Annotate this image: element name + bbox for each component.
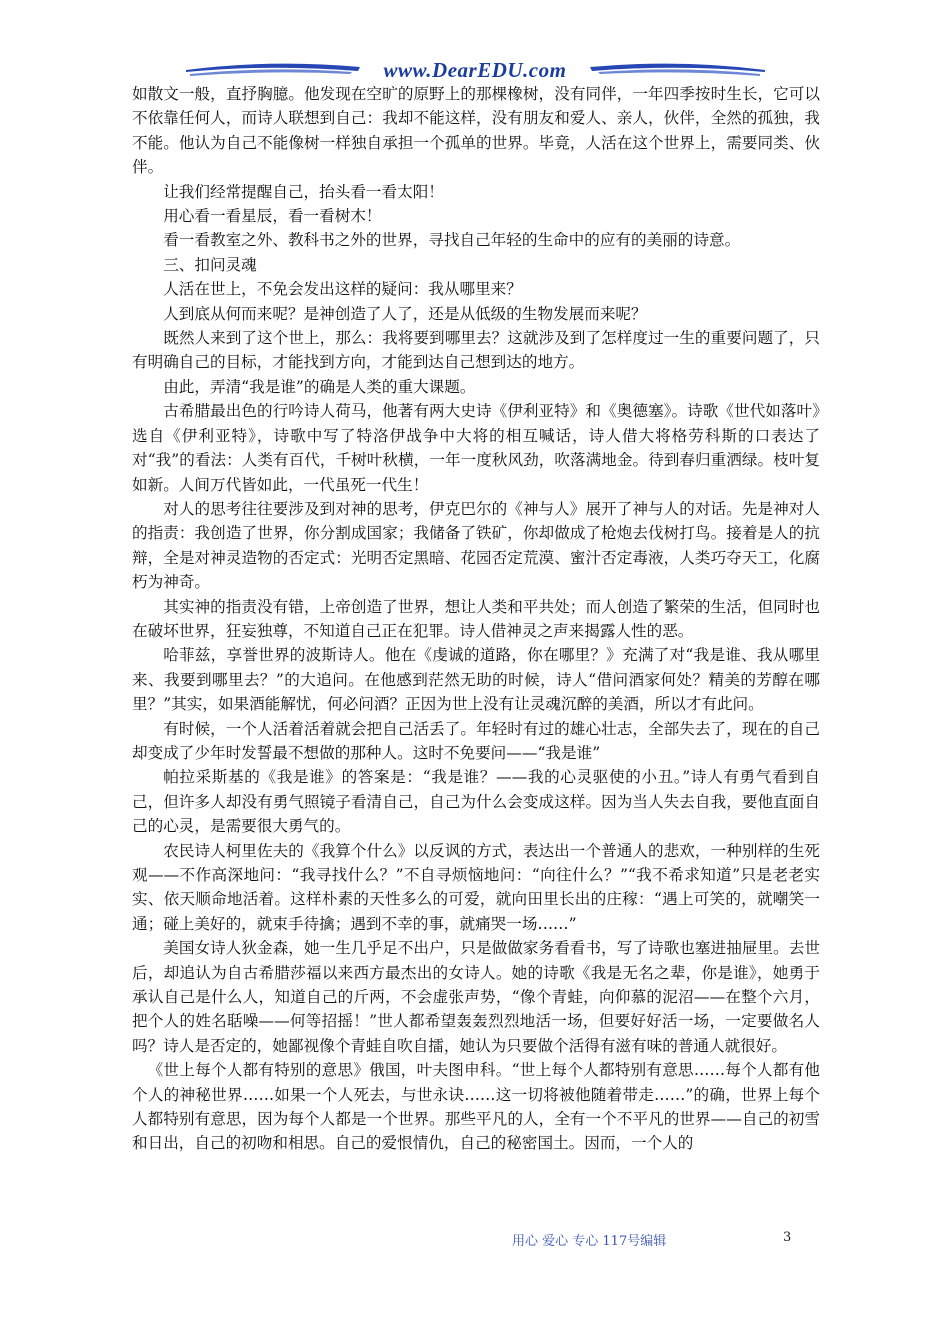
paragraph: 古希腊最出色的行吟诗人荷马，他著有两大史诗《伊利亚特》和《奥德塞》。诗歌《世代如落叶》选自《伊利亚特》，诗歌中写了特洛伊战争中大将的相互喊话，诗人借大将格劳科斯的口表达了对“我”的看法：人类有百代，千树叶秋横，一年一度秋风劲，吹落满地金。待到春归重洒绿。枝叶复如新。人间万代皆如此，一代虽死一代生！ bbox=[132, 402, 820, 494]
paragraph: 看一看教室之外、教科书之外的世界，寻找自己年轻的生命中的应有的美丽的诗意。 bbox=[163, 231, 741, 250]
footer-text: 用心 爱心 专心 117号编辑 bbox=[512, 1234, 667, 1249]
site-url[interactable]: www.DearEDU.com bbox=[383, 58, 567, 82]
paragraph: 人活在世上，不免会发出这样的疑问：我从哪里来？ bbox=[163, 280, 522, 299]
paragraph: 对人的思考往往要涉及到对神的思考，伊克巴尔的《神与人》展开了神与人的对话。先是神对人的指责：我创造了世界，你分割成国家；我储备了铁矿，你却做成了枪炮去伐树打鸟。接着是人的抗辩，全是对神灵造物的否定式：光明否定黑暗、花园否定荒漠、蜜汁否定毒液，人类巧夺天工，化腐朽为神奇。 bbox=[132, 499, 820, 592]
paragraph: 由此，弄清“我是谁”的确是人类的重大课题。 bbox=[163, 377, 476, 396]
paragraph: 帕拉采斯基的《我是谁》的答案是：“我是谁？——我的心灵驱使的小丑。”诗人有勇气看到自己，但许多人却没有勇气照镜子看清自己，自己为什么会变成这样。因为当人失去自我，要他直面自己的心灵，是需要很大勇气的。 bbox=[132, 768, 820, 836]
paragraph: 《世上每个人都有特别的意思》俄国，叶夫图申科。“世上每个人都特别有意思……每个人都有他个人的神秘世界……如果一个人死去，与世永诀……这一切将被他随着带走……”的确，世界上每个人都特别有意思，因为每个人都是一个世界。那些平凡的人，全有一个不平凡的世界——自己的初雪和日出，自己的初吻和相思。自己的爱恨情仇，自己的秘密国土。因而，一个人的 bbox=[132, 1061, 820, 1153]
paragraph: 美国女诗人狄金森，她一生几乎足不出户，只是做做家务看看书，写了诗歌也塞进抽屉里。去世后，却追认为自古希腊莎福以来西方最杰出的女诗人。她的诗歌《我是无名之辈，你是谁》，她勇于承认自己是什么人，知道自己的斤两，不会虚张声势，“像个青蛙，向仰慕的泥沼——在整个六月，把个人的姓名聒噪——何等招摇！”世人都希望轰轰烈烈地活一场，但要好好活一场，一定要做名人吗？诗人是否定的，她鄙视像个青蛙自吹自擂，她认为只要做个活得有滋有味的普通人就很好。 bbox=[132, 939, 820, 1055]
paragraph: 让我们经常提醒自己，抬头看一看太阳！ bbox=[163, 182, 444, 201]
page-footer bbox=[0, 1230, 950, 1254]
section-heading: 三、扣问灵魂 bbox=[163, 255, 257, 274]
site-header bbox=[0, 50, 950, 86]
paragraph: 既然人来到了这个世上，那么：我将要到哪里去？这就涉及到了怎样度过一生的重要问题了，只有明确自己的目标，才能找到方向，才能到达自己想到达的地方。 bbox=[132, 329, 820, 372]
paragraph: 有时候，一个人活着活着就会把自己活丢了。年轻时有过的雄心壮志，全部失去了，现在的自己却变成了少年时发誓最不想做的那种人。这时不免要问——“我是谁” bbox=[132, 719, 820, 762]
paragraph: 农民诗人柯里佐夫的《我算个什么》以反讽的方式，表达出一个普通人的悲欢，一种别样的生死观——不作高深地问：“我寻找什么？”不自寻烦恼地问：“向往什么？”“我不希求知道”只是老老实实、依天顺命地活着。这样朴素的天性多么的可爱，就向田里长出的庄稼：“遇上可笑的，就嘲笑一通；碰上美好的，就束手待擒；遇到不幸的事，就痛哭一场……” bbox=[132, 841, 820, 933]
paragraph: 如散文一般，直抒胸臆。他发现在空旷的原野上的那棵橡树，没有同伴，一年四季按时生长，它可以不依靠任何人，而诗人联想到自己：我却不能这样，没有朋友和爱人、亲人，伙伴，全然的孤独，我不能。他认为自己不能像树一样独自承担一个孤单的世界。毕竟，人活在这个世界上，需要同类、伙伴。 bbox=[132, 85, 820, 177]
paragraph: 哈菲兹，享誉世界的波斯诗人。他在《虔诚的道路，你在哪里？》充满了对“我是谁、我从哪里来、我要到哪里去？”的大追问。在他感到茫然无助的时候，诗人“借问酒家何处？精美的芳醇在哪里？”其实，如果酒能解忧，何必问酒？正因为世上没有让灵魂沉醉的美酒，所以才有此问。 bbox=[132, 646, 820, 714]
article-body bbox=[132, 82, 820, 1156]
paragraph: 人到底从何而来呢？是神创造了人了，还是从低级的生物发展而来呢？ bbox=[163, 304, 647, 323]
page-number: 3 bbox=[783, 1230, 792, 1245]
paragraph: 其实神的指责没有错，上帝创造了世界，想让人类和平共处；而人创造了繁荣的生活，但同时也在破坏世界，狂妄独尊，不知道自己正在犯罪。诗人借神灵之声来揭露人性的恶。 bbox=[132, 597, 820, 640]
paragraph: 用心看一看星辰，看一看树木！ bbox=[163, 207, 382, 226]
